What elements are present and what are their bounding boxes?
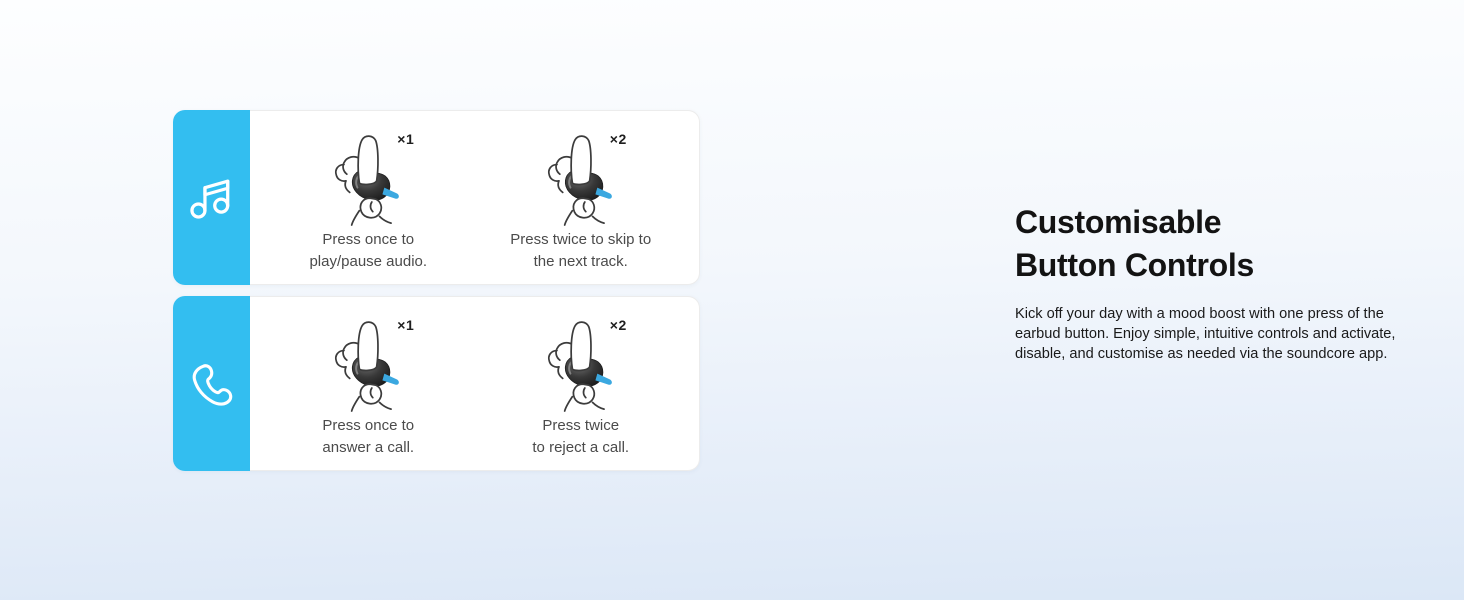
caption-line: Press twice to skip to <box>510 231 652 248</box>
control-caption <box>322 415 414 459</box>
music-card-body <box>250 110 700 285</box>
press-count-label: ×2 <box>609 131 627 147</box>
caption-line: Press once to <box>322 417 415 434</box>
feature-description <box>1015 201 1405 364</box>
phone-icon <box>187 357 237 411</box>
caption-line: play/pause audio. <box>309 253 428 270</box>
call-controls-card <box>173 296 700 471</box>
caption-line: Press once to <box>322 231 415 248</box>
feature-title <box>1015 201 1405 287</box>
control-caption <box>510 229 651 273</box>
caption-line: to reject a call. <box>532 439 630 456</box>
caption-line: answer a call. <box>322 439 415 456</box>
control-answer-call <box>262 316 474 459</box>
call-card-accent <box>173 296 250 471</box>
feature-title-line: Customisable <box>1015 204 1222 240</box>
earbud-press-illustration <box>533 316 629 408</box>
control-play-pause <box>262 130 474 273</box>
earbud-press-illustration <box>533 130 629 222</box>
press-count-label: ×1 <box>397 317 415 333</box>
caption-line: the next track. <box>533 253 628 270</box>
controls-cards <box>173 110 700 482</box>
control-reject-call <box>475 316 687 459</box>
feature-body-text: Kick off your day with a mood boost with one press of the earbud button. Enjoy simple, intuitive controls and activate, disable, and customise as needed via the soundcore app. <box>1015 306 1396 362</box>
press-count-label: ×1 <box>397 131 415 147</box>
press-count-label: ×2 <box>609 317 627 333</box>
earbud-press-illustration <box>320 130 416 222</box>
music-note-icon <box>186 170 238 226</box>
control-caption <box>532 415 629 459</box>
earbud-press-illustration <box>320 316 416 408</box>
music-controls-card <box>173 110 700 285</box>
music-card-accent <box>173 110 250 285</box>
caption-line: Press twice <box>542 417 620 434</box>
control-skip-track <box>475 130 687 273</box>
control-caption <box>309 229 427 273</box>
feature-title-line: Button Controls <box>1015 247 1255 283</box>
call-card-body <box>250 296 700 471</box>
